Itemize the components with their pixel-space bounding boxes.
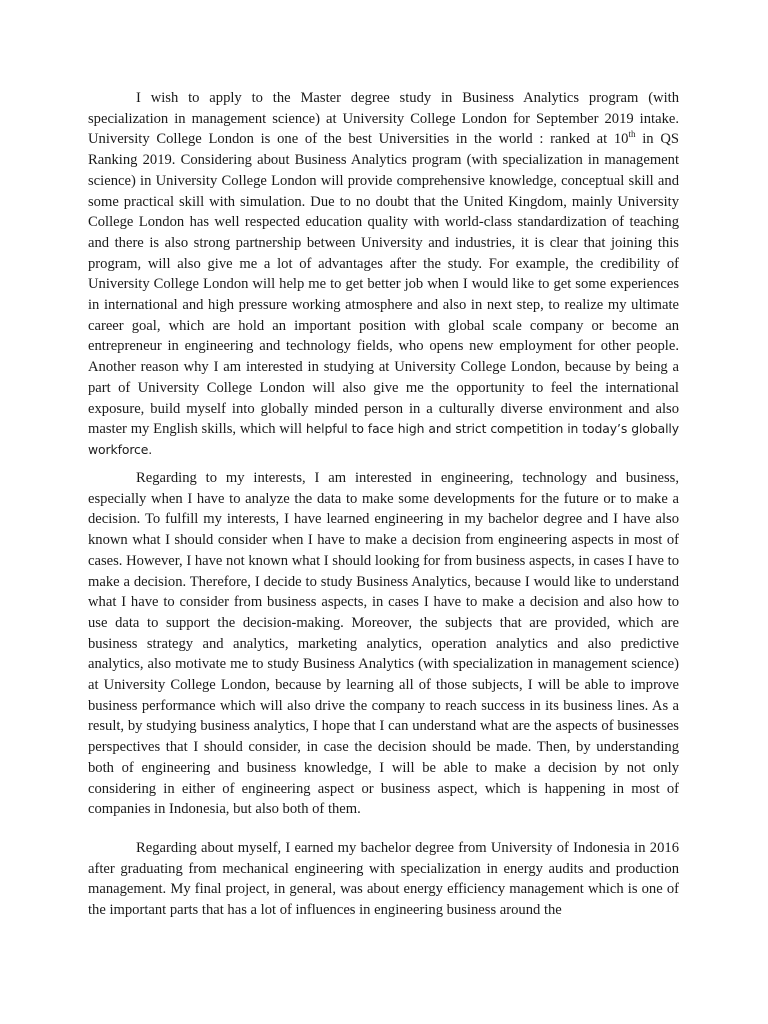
ordinal-superscript: th — [628, 129, 636, 140]
paragraph-text: Regarding to my interests, I am interested in engineering, technology and business, especially when I have to analyze the data to make some developments for the future or to make a decision. To fulfill my interests, I have learned engineering in my bachelor degree and I have also known what I should consider when I have to make a decision from engineering aspects in most of cases. However, I have not known what I should looking for from business aspects, in cases I have to make a decision. Therefore, I decide to study Business Analytics, because I would like to understand what I have to consider from business aspects, in cases I have to make a decision and also how to use data to support the decision-making. Moreover, the subjects that are provided, which are business strategy and analytics, marketing analytics, operation analytics and also predictive analytics, also motivate me to study Business Analytics (with specialization in management science) at University College London, because by learning all of those subjects, I will be able to improve business performance which will also drive the company to reach success in its business lines. As a result, by studying business analytics, I hope that I can understand what are the aspects of businesses perspectives that I should consider, in case the decision should be made. Then, by understanding both of engineering and business knowledge, I will be able to make a decision by not only considering in either of engineering aspect or business aspect, which is happening in most of companies in Indonesia, but also both of them. — [88, 470, 679, 818]
paragraph-text-part1: I wish to apply to the Master degree study in Business Analytics program (with specialization in management science) at University College London for September 2019 intake. University College London is one of the best Universities in the world : ranked at 10 — [88, 90, 679, 148]
paragraph-text — [88, 88, 679, 461]
paragraph-text: Regarding about myself, I earned my bachelor degree from University of Indonesia in 2016 after graduating from mechanical engineering with specialization in energy audits and production management. My final project, in general, was about energy efficiency management which is one of the important parts that has a lot of influences in engineering business around the — [88, 840, 679, 919]
paragraph-text-part2: in QS Ranking 2019. Considering about Business Analytics program (with specialization in management science) in University College London will provide comprehensive knowledge, conceptual skill and some practical skill with simulation. Due to no doubt that the United Kingdom, mainly University College London has well respected education quality with world-class standardization of teaching and there is also strong partnership between University and industries, it is clear that joining this program, will also give me a lot of advantages after the study. For example, the credibility of University College London will help me to get better job when I would like to get some experiences in international and high pressure working atmosphere and also in next step, to realize my ultimate career goal, which are hold an important position with global scale company or become an entrepreneur in engineering and technology fields, who opens new employment for other people. Another reason why I am interested in studying at University College London, because by being a part of University College London will also give me the opportunity to feel the international exposure, build myself into globally minded person in a culturally diverse environment and also master my English skills, which will — [88, 131, 679, 438]
paragraph-text-final-line: helpful to face high and strict competition in today’s globally workforce. — [88, 421, 679, 457]
paragraph-about-myself — [88, 838, 679, 928]
paragraph-interests — [88, 468, 679, 820]
paragraph-application-reason — [88, 88, 679, 461]
